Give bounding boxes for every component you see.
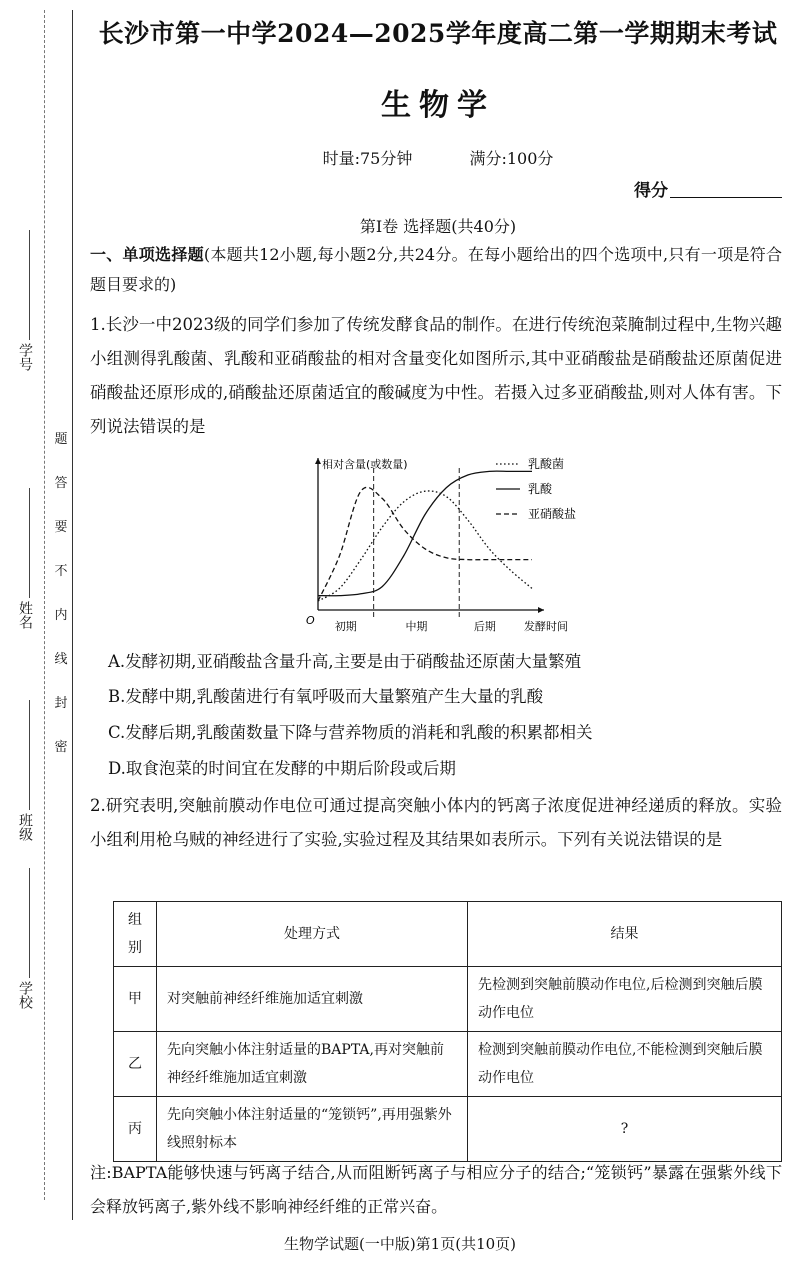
series-line-0: [318, 491, 532, 601]
table-row: [114, 1097, 782, 1162]
school-label: 学校: [17, 981, 33, 1009]
school-field: [18, 864, 40, 1012]
stage-label: 后期: [473, 620, 496, 633]
q1-option-a[interactable]: A.发酵初期,亚硝酸盐含量升高,主要是由于硝酸盐还原菌大量繁殖: [108, 652, 582, 671]
student-id-blank[interactable]: [29, 230, 30, 340]
table-cell-group: 甲: [114, 967, 157, 1032]
table-note: 注:BAPTA能够快速与钙离子结合,从而阻断钙离子与相应分子的结合;“笼锁钙”暴露在强紫外线下会释放钙离子,紫外线不影响神经纤维的正常兴奋。: [90, 1163, 782, 1216]
x-axis-label: 发酵时间: [524, 620, 568, 633]
table-cell-treatment: 先向突触小体注射适量的BAPTA,再对突触前神经纤维施加适宜刺激: [157, 1032, 468, 1097]
legend-label: 乳酸菌: [528, 457, 565, 471]
table-header-row: [114, 902, 782, 967]
table-cell-group: 丙: [114, 1097, 157, 1162]
subject-title: 生物学: [381, 88, 495, 123]
part-instructions-text: (本题共12小题,每小题2分,共24分。在每小题给出的四个选项中,只有一项是符合题目要求的): [90, 245, 782, 294]
name-field: [18, 484, 40, 632]
legend-label: 乳酸: [528, 482, 553, 496]
warning-char: 封: [54, 696, 68, 711]
q1-option-b[interactable]: B.发酵中期,乳酸菌进行有氧呼吸而大量繁殖产生大量的乳酸: [108, 687, 544, 706]
score-box: [634, 176, 782, 201]
page-footer: 生物学试题(一中版)第1页(共10页): [283, 1235, 517, 1253]
score-blank[interactable]: [670, 197, 782, 198]
warning-char: 答: [54, 476, 68, 491]
table-cell-treatment: 先向突触小体注射适量的“笼锁钙”,再用强紫外线照射标本: [157, 1097, 468, 1162]
seal-line-warning: [52, 428, 70, 780]
class-blank[interactable]: [29, 700, 30, 810]
q1-option-d[interactable]: D.取食泡菜的时间宜在发酵的中期后阶段或后期: [108, 759, 456, 778]
score-label: 得分: [634, 181, 668, 201]
table-cell-result: 先检测到突触前膜动作电位,后检测到突触后膜动作电位: [468, 967, 782, 1032]
fermentation-chart: [296, 452, 596, 638]
stage-label: 初期: [334, 620, 357, 633]
table-header-cell: 结果: [468, 902, 782, 967]
table-row: [114, 1032, 782, 1097]
table-cell-result: ?: [468, 1097, 782, 1162]
x-axis-arrow: [538, 607, 544, 613]
warning-char: 题: [54, 432, 68, 447]
table-header-cell: 处理方式: [157, 902, 468, 967]
part-instructions: [90, 240, 782, 300]
binding-dashed-line: [44, 10, 45, 1200]
exam-meta: [84, 146, 792, 169]
table-cell-treatment: 对突触前神经纤维施加适宜刺激: [157, 967, 468, 1032]
time-limit: 时量:75分钟: [322, 149, 413, 168]
table-row: [114, 967, 782, 1032]
table-header-cell: 组别: [114, 902, 157, 967]
question-2-stem: 2.研究表明,突触前膜动作电位可通过提高突触小体内的钙离子浓度促进神经递质的释放。实验小组利用枪乌贼的神经进行了实验,实验过程及其结果如表所示。下列有关说法错误的是: [90, 796, 782, 849]
name-blank[interactable]: [29, 488, 30, 598]
stage-label: 中期: [405, 620, 428, 633]
section-title: 第Ⅰ卷 选择题(共40分): [359, 217, 517, 236]
y-axis-arrow: [315, 458, 321, 464]
warning-char: 内: [54, 608, 68, 623]
student-id-field: [18, 226, 40, 374]
binding-solid-line: [72, 10, 73, 1220]
part-heading: 一、单项选择题: [90, 245, 204, 264]
exam-title: 长沙市第一中学2024—2025学年度高二第一学期期末考试: [98, 19, 778, 48]
name-label: 姓名: [17, 601, 33, 629]
question-1-stem: 1.长沙一中2023级的同学们参加了传统发酵食品的制作。在进行传统泡菜腌制过程中,生物兴趣小组测得乳酸菌、乳酸和亚硝酸盐的相对含量变化如图所示,其中亚硝酸盐是硝酸盐还原菌促进硝酸盐还原形成的,硝酸盐还原菌适宜的酸碱度为中性。若摄入过多亚硝酸盐,则对人体有害。下列说法错误的是: [90, 315, 782, 436]
legend-label: 亚硝酸盐: [528, 507, 577, 521]
q1-option-c[interactable]: C.发酵后期,乳酸菌数量下降与营养物质的消耗和乳酸的积累都相关: [108, 723, 593, 742]
series-line-1: [318, 471, 532, 596]
student-id-label: 学号: [17, 343, 33, 371]
warning-char: 要: [54, 520, 68, 535]
school-blank[interactable]: [29, 868, 30, 978]
table-cell-result: 检测到突触前膜动作电位,不能检测到突触后膜动作电位: [468, 1032, 782, 1097]
warning-char: 线: [54, 652, 68, 667]
y-axis-label: 相对含量(或数量): [322, 458, 408, 471]
class-label: 班级: [17, 813, 33, 841]
origin-label: O: [306, 614, 315, 627]
table-cell-group: 乙: [114, 1032, 157, 1097]
experiment-table: [113, 901, 782, 1162]
full-score: 满分:100分: [469, 149, 554, 168]
warning-char: 密: [54, 740, 68, 755]
class-field: [18, 696, 40, 844]
series-line-2: [318, 487, 532, 601]
warning-char: 不: [54, 564, 68, 579]
